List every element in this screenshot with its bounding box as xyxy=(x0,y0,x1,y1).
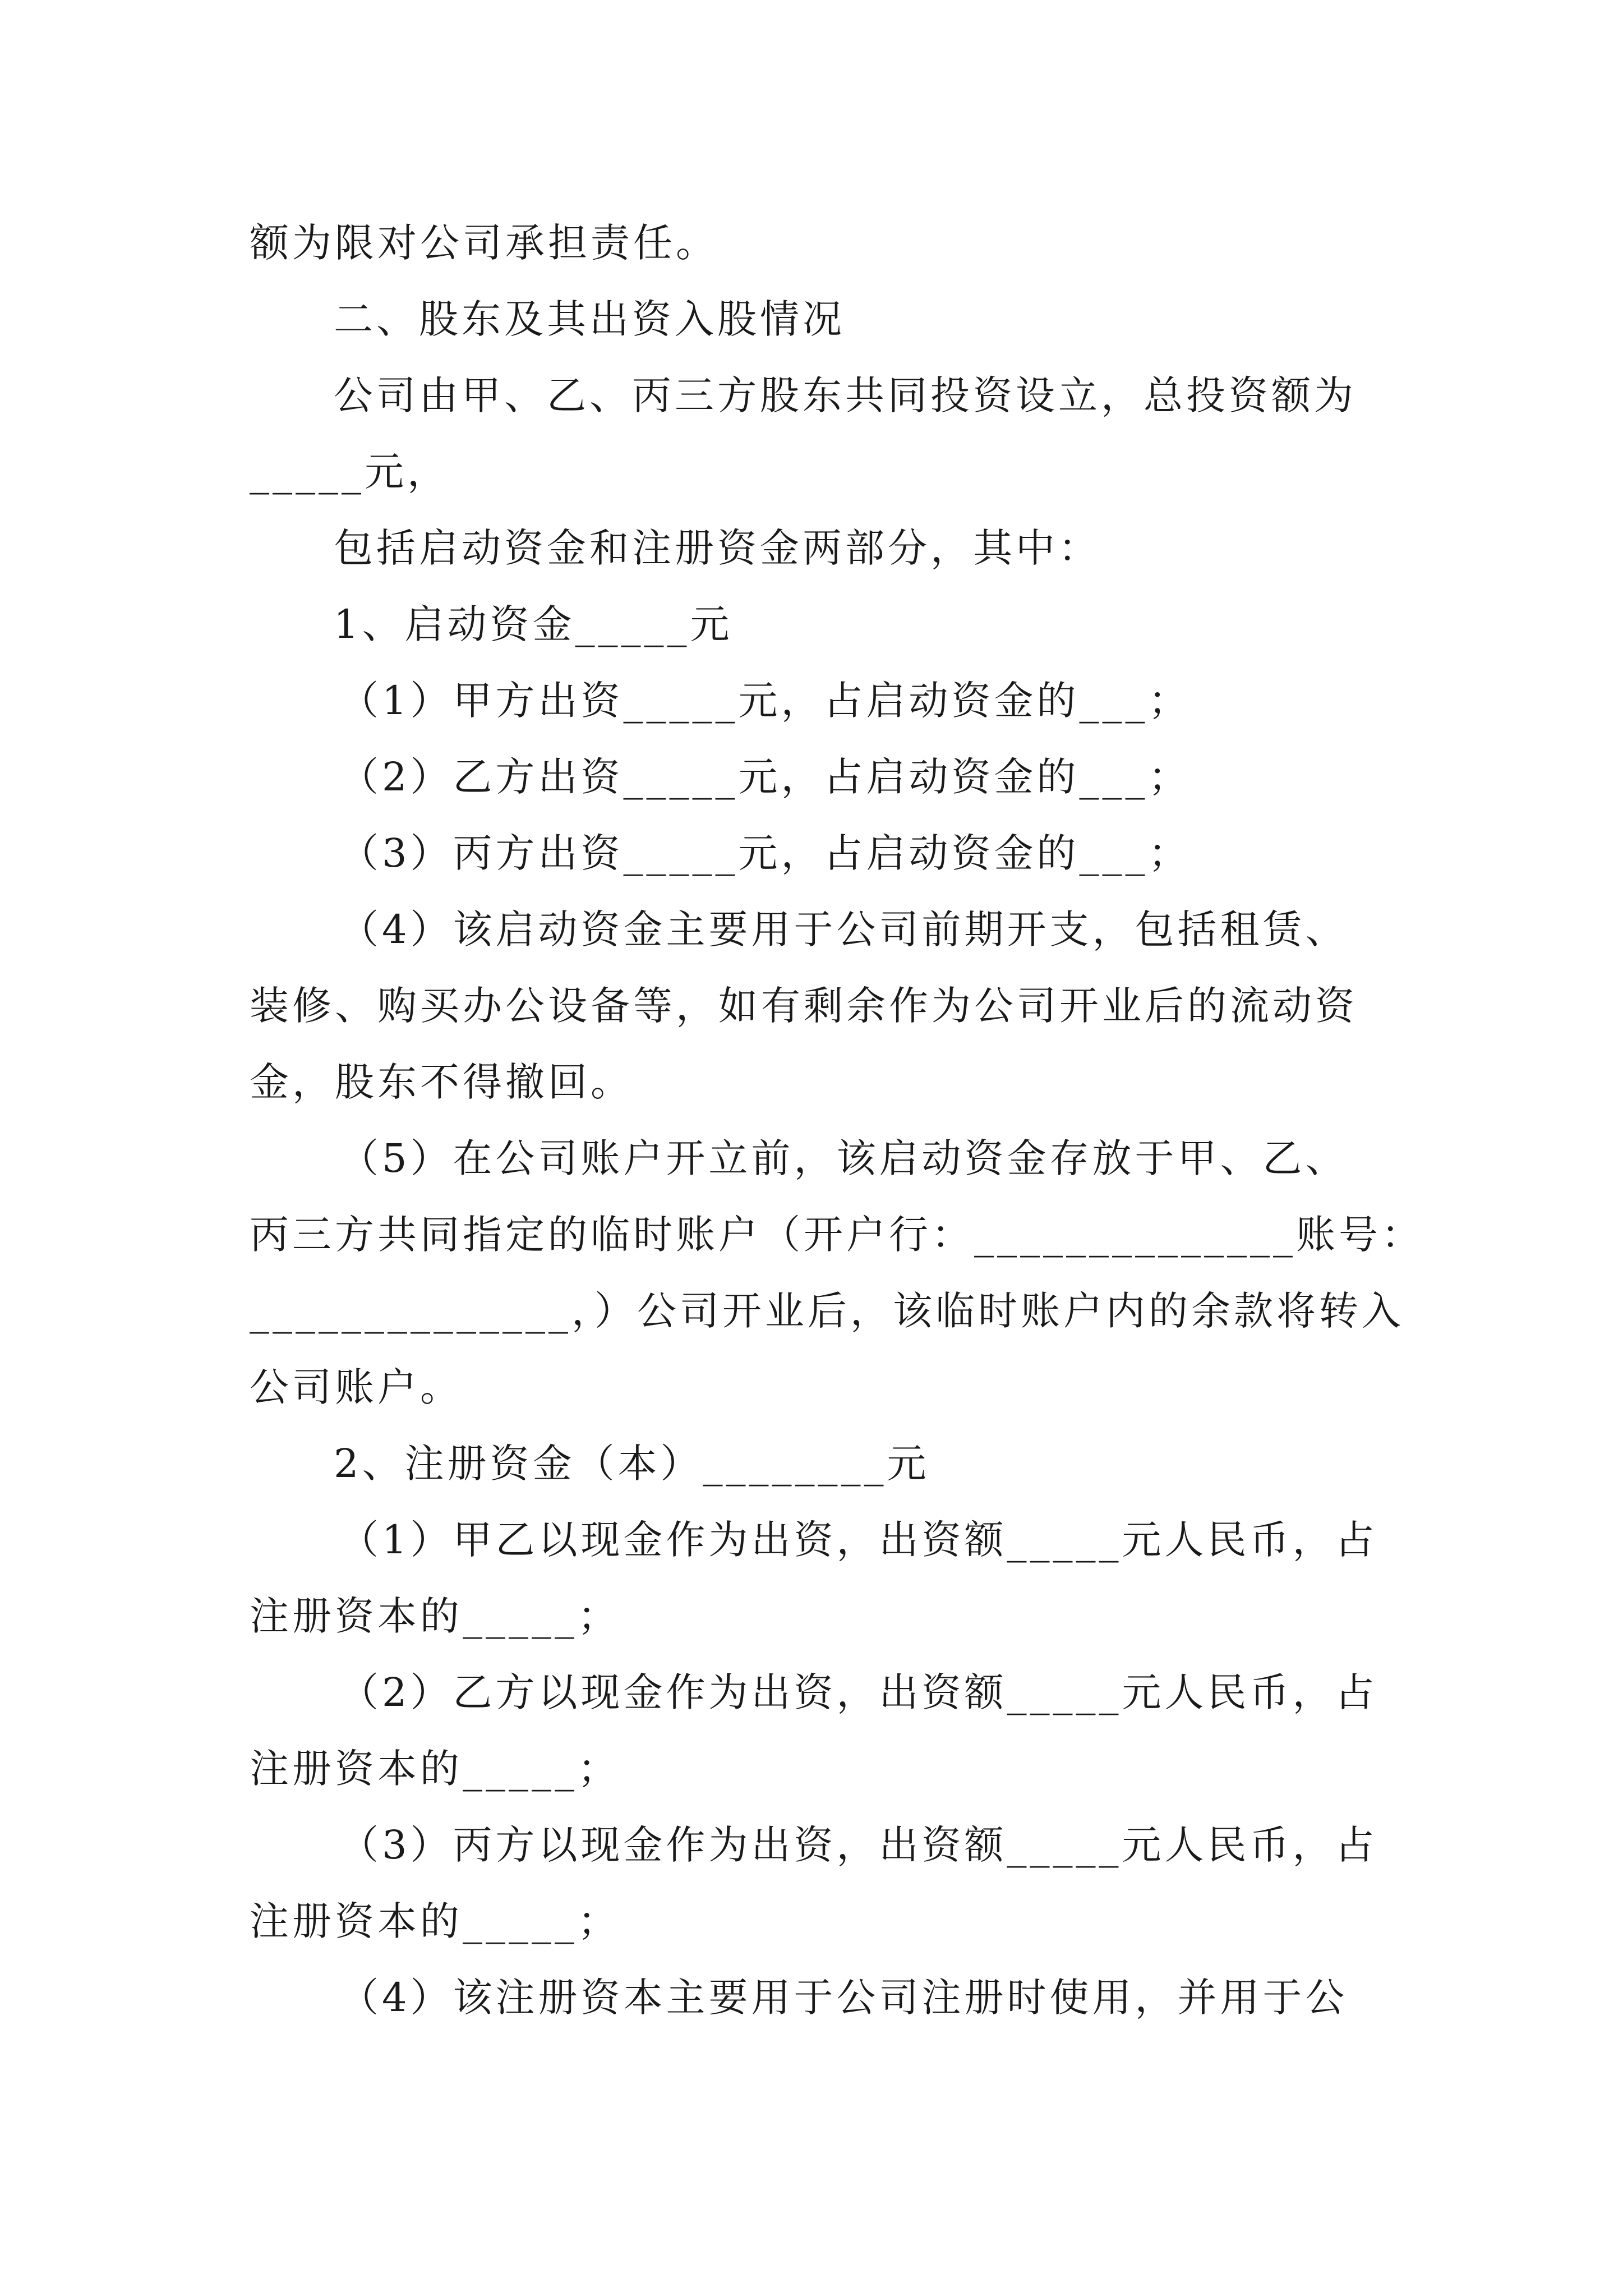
text-line: （2）乙方以现金作为出资，出资额_____元人民币，占 xyxy=(339,1669,1378,1715)
text-line: ______________，）公司开业后，该临时账户内的余款将转入 xyxy=(250,1288,1404,1334)
text-line: 装修、购买办公设备等，如有剩余作为公司开业后的流动资 xyxy=(250,983,1358,1029)
text-line: （3）丙方以现金作为出资，出资额_____元人民币，占 xyxy=(339,1822,1378,1868)
text-line: 包括启动资金和注册资金两部分，其中： xyxy=(334,525,1101,571)
text-line: 金，股东不得撤回。 xyxy=(250,1059,633,1105)
text-line: 注册资本的_____； xyxy=(250,1898,620,1944)
text-line: 公司账户。 xyxy=(250,1364,463,1410)
section-heading: 二、股东及其出资入股情况 xyxy=(334,296,845,342)
text-line: （4）该注册资本主要用于公司注册时使用，并用于公 xyxy=(339,1975,1348,2021)
text-line: （3）丙方出资_____元，占启动资金的___； xyxy=(339,830,1191,876)
text-line: 公司由甲、乙、丙三方股东共同投资设立，总投资额为 xyxy=(334,372,1357,418)
text-line: 注册资本的_____； xyxy=(250,1746,620,1792)
text-line: 额为限对公司承担责任。 xyxy=(250,220,718,266)
subsection-heading: 2、注册资金（本）________元 xyxy=(334,1441,930,1487)
text-line: 丙三方共同指定的临时账户（开户行：______________账号： xyxy=(250,1212,1424,1258)
text-line: _____元， xyxy=(250,449,450,495)
subsection-heading: 1、启动资金_____元 xyxy=(334,601,733,647)
text-line: （4）该启动资金主要用于公司前期开支，包括租赁、 xyxy=(339,907,1348,953)
text-line: （5）在公司账户开立前，该启动资金存放于甲、乙、 xyxy=(339,1135,1348,1181)
text-line: （2）乙方出资_____元，占启动资金的___； xyxy=(339,754,1191,800)
text-line: （1）甲乙以现金作为出资，出资额_____元人民币，占 xyxy=(339,1517,1378,1563)
text-line: （1）甲方出资_____元，占启动资金的___； xyxy=(339,678,1191,724)
text-line: 注册资本的_____； xyxy=(250,1593,620,1639)
